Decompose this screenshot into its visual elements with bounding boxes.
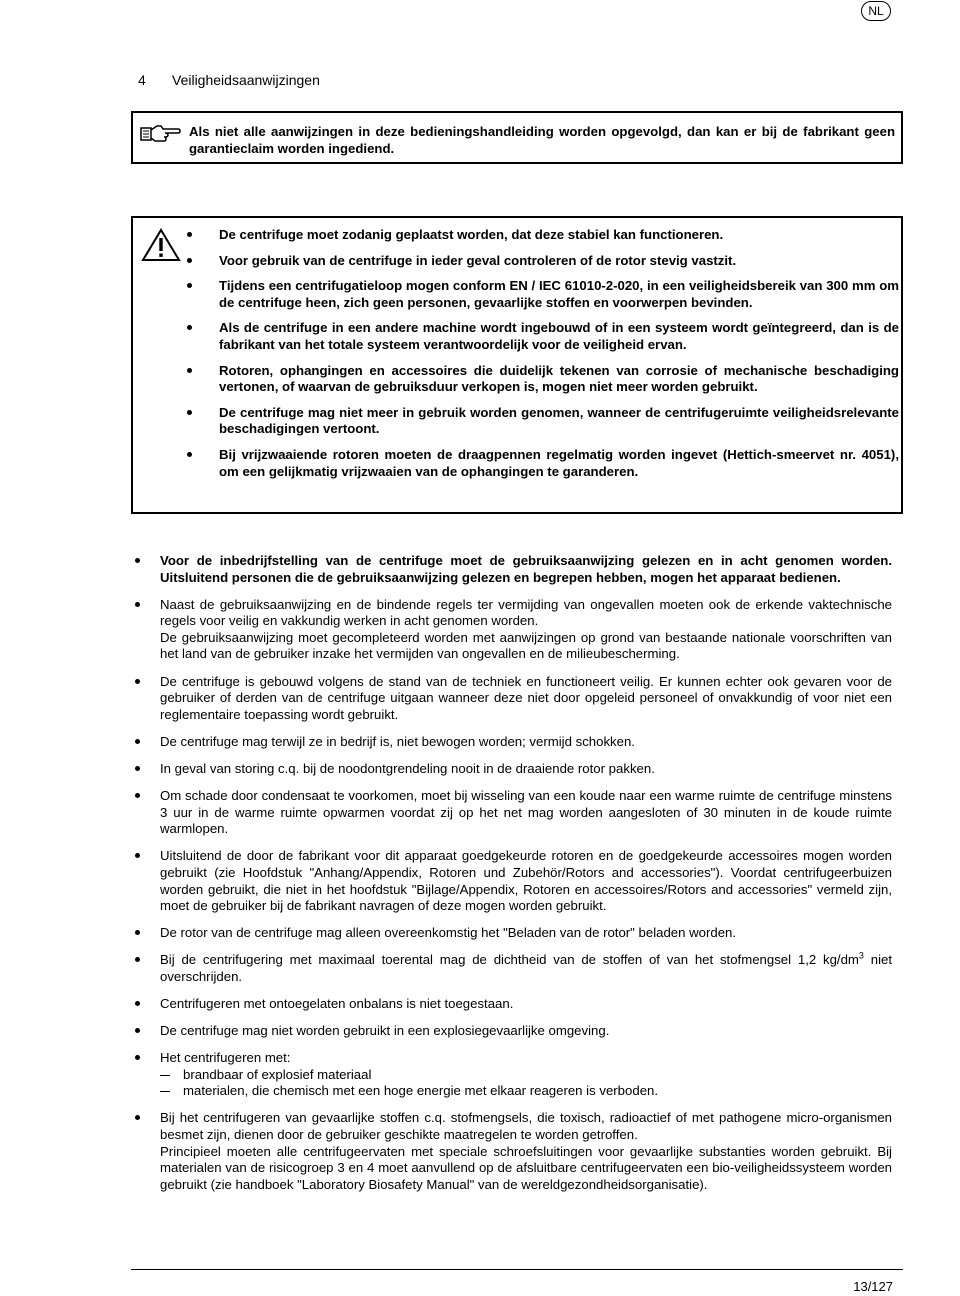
- warning-item: Voor gebruik van de centrifuge in ieder geval controleren of de rotor stevig vastzit.: [187, 253, 899, 270]
- bullet-icon: [187, 232, 192, 237]
- bullet-icon: [135, 793, 140, 798]
- list-item: Centrifugeren met ontoegelaten onbalans is niet toegestaan.: [135, 996, 892, 1013]
- warning-item: Rotoren, ophangingen en accessoires die duidelijk tekenen van corrosie of mechanische beschadiging vertonen, of waarvan de gebruiksduur verkopen is, mogen niet meer worden gebruikt.: [187, 363, 899, 396]
- dash-icon: [160, 1091, 170, 1092]
- list-item: Bij de centrifugering met maximaal toerental mag de dichtheid van de stoffen of van het stofmengsel 1,2 $kg/dm^3$ niet overschrijden.: [135, 952, 892, 985]
- warning-item: Als de centrifuge in een andere machine wordt ingebouwd of in een systeem wordt geïntegreerd, dan is de fabrikant van het totale systeem verantwoordelijk voor de veiligheid ervan.: [187, 320, 899, 353]
- bullet-icon: [187, 258, 192, 263]
- list-item: Uitsluitend de door de fabrikant voor dit apparaat goedgekeurde rotoren en de goedgekeurde accessoires mogen worden gebruikt (zie Hoofdstuk "Anhang/Appendix, Rotoren und Zubehör/Rotors and accessories"). Voordat centrifugeerbuizen worden gebruikt, die niet in het hoofdstuk "Bijlage/Appendix, Rotoren en accessoires/Rotors and accessories" vermeld zijn, moet de gebruiker bij de fabrikant navragen of deze mogen worden gebruikt.: [135, 848, 892, 914]
- bullet-icon: [187, 368, 192, 373]
- warning-box: [131, 216, 903, 514]
- section-heading: [138, 72, 320, 89]
- bullet-icon: [135, 558, 140, 563]
- bullet-icon: [187, 325, 192, 330]
- list-item: Bij het centrifugeren van gevaarlijke stoffen c.q. stofmengsels, die toxisch, radioactief of met pathogene micro-organismen besmet zijn, dienen door de gebruiker geschikte maatregelen te worden getroffen. Principieel moeten alle centrifugeervaten met speciale schroefsluitingen voor gevaarlijke substanties worden gebruikt. Bij materialen van de risicogroep 3 en 4 moet aanvullend op de afsluitbare centrifugeervaten een bio-veiligheidssysteem worden gebruikt (zie handboek "Laboratory Biosafety Manual" van de wereldgezondheidsorganisatie).: [135, 1110, 892, 1193]
- bullet-icon: [135, 1028, 140, 1033]
- bullet-icon: [135, 1115, 140, 1120]
- pointing-hand-icon: [139, 122, 181, 151]
- warning-item: Bij vrijzwaaiende rotoren moeten de draagpennen regelmatig worden ingevet (Hettich-smeervet nr. 4051), om een gelijkmatig vrijzwaaien van de ophangingen te garanderen.: [187, 447, 899, 480]
- warning-item: De centrifuge moet zodanig geplaatst worden, dat deze stabiel kan functioneren.: [187, 227, 899, 244]
- list-item: De centrifuge mag terwijl ze in bedrijf is, niet bewogen worden; vermijd schokken.: [135, 734, 892, 751]
- list-item: De rotor van de centrifuge mag alleen overeenkomstig het "Beladen van de rotor" beladen worden.: [135, 925, 892, 942]
- list-item: De centrifuge is gebouwd volgens de stand van de techniek en functioneert veilig. Er kunnen echter ook gevaren voor de gebruiker of derden van de centrifuge uitgaan wanneer deze niet door opgeleid personeel of onvakkundig of voor niet een reglementaire toepassing wordt gebruikt.: [135, 674, 892, 724]
- bullet-icon: [135, 1001, 140, 1006]
- warning-triangle-icon: [141, 228, 181, 267]
- page-number: 13/127: [853, 1279, 893, 1294]
- warning-item: Tijdens een centrifugatieloop mogen conform EN / IEC 61010-2-020, in een veiligheidsbereik van 300 mm om de centrifuge heen, zich geen personen, gevaarlijke stoffen en voorwerpen bevinden.: [187, 278, 899, 311]
- list-item: Naast de gebruiksaanwijzing en de bindende regels ter vermijding van ongevallen moeten ook de erkende vaktechnische regels voor veilig en vakkundig werken in acht genomen worden. De gebruiksaanwijzing moet gecompleteerd worden met aanwijzingen op grond van bestaande nationale voorschriften van het land van de gebruiker inzake het vermijden van ongevallen en de milieubescherming.: [135, 597, 892, 663]
- sub-list: [160, 1067, 892, 1100]
- bullet-icon: [187, 410, 192, 415]
- bullet-icon: [187, 452, 192, 457]
- section-number: 4: [138, 72, 146, 88]
- note-text: Als niet alle aanwijzingen in deze bedieningshandleiding worden opgevolgd, dan kan er bij de fabrikant geen garantieclaim worden ingediend.: [189, 124, 895, 156]
- instruction-list: [135, 553, 892, 1204]
- list-item: Voor de inbedrijfstelling van de centrifuge moet de gebruiksaanwijzing gelezen en in acht genomen worden. Uitsluitend personen die de gebruiksaanwijzing gelezen en begrepen hebben, mogen het apparaat bedienen.: [135, 553, 892, 586]
- sub-list-item: materialen, die chemisch met een hoge energie met elkaar reageren is verboden.: [160, 1083, 892, 1100]
- bullet-icon: [135, 739, 140, 744]
- list-item: De centrifuge mag niet worden gebruikt in een explosiegevaarlijke omgeving.: [135, 1023, 892, 1040]
- bullet-icon: [135, 602, 140, 607]
- bullet-icon: [135, 930, 140, 935]
- bullet-icon: [135, 766, 140, 771]
- section-title: Veiligheidsaanwijzingen: [172, 72, 320, 88]
- bullet-icon: [135, 679, 140, 684]
- list-item: In geval van storing c.q. bij de noodontgrendeling nooit in de draaiende rotor pakken.: [135, 761, 892, 778]
- list-item: Het centrifugeren met: brandbaar of explosief materiaal materialen, die chemisch met een hoge energie met elkaar reageren is verboden.: [135, 1050, 892, 1100]
- bullet-icon: [187, 283, 192, 288]
- warning-item: De centrifuge mag niet meer in gebruik worden genomen, wanneer de centrifugeruimte veiligheidsrelevante beschadigingen vertoont.: [187, 405, 899, 438]
- bullet-icon: [135, 957, 140, 962]
- list-item: Om schade door condensaat te voorkomen, moet bij wisseling van een koude naar een warme ruimte de centrifuge minstens 3 uur in de warme ruimte opwarmen voordat zij op het net mag worden aangesloten of 30 minuten in de koude ruimte warmlopen.: [135, 788, 892, 838]
- note-box: [131, 111, 903, 164]
- sub-list-item: brandbaar of explosief materiaal: [160, 1067, 892, 1084]
- footer-divider: [131, 1269, 903, 1270]
- dash-icon: [160, 1075, 170, 1076]
- language-badge: NL: [861, 1, 891, 21]
- warning-list: [187, 227, 899, 489]
- bullet-icon: [135, 1055, 140, 1060]
- bullet-icon: [135, 853, 140, 858]
